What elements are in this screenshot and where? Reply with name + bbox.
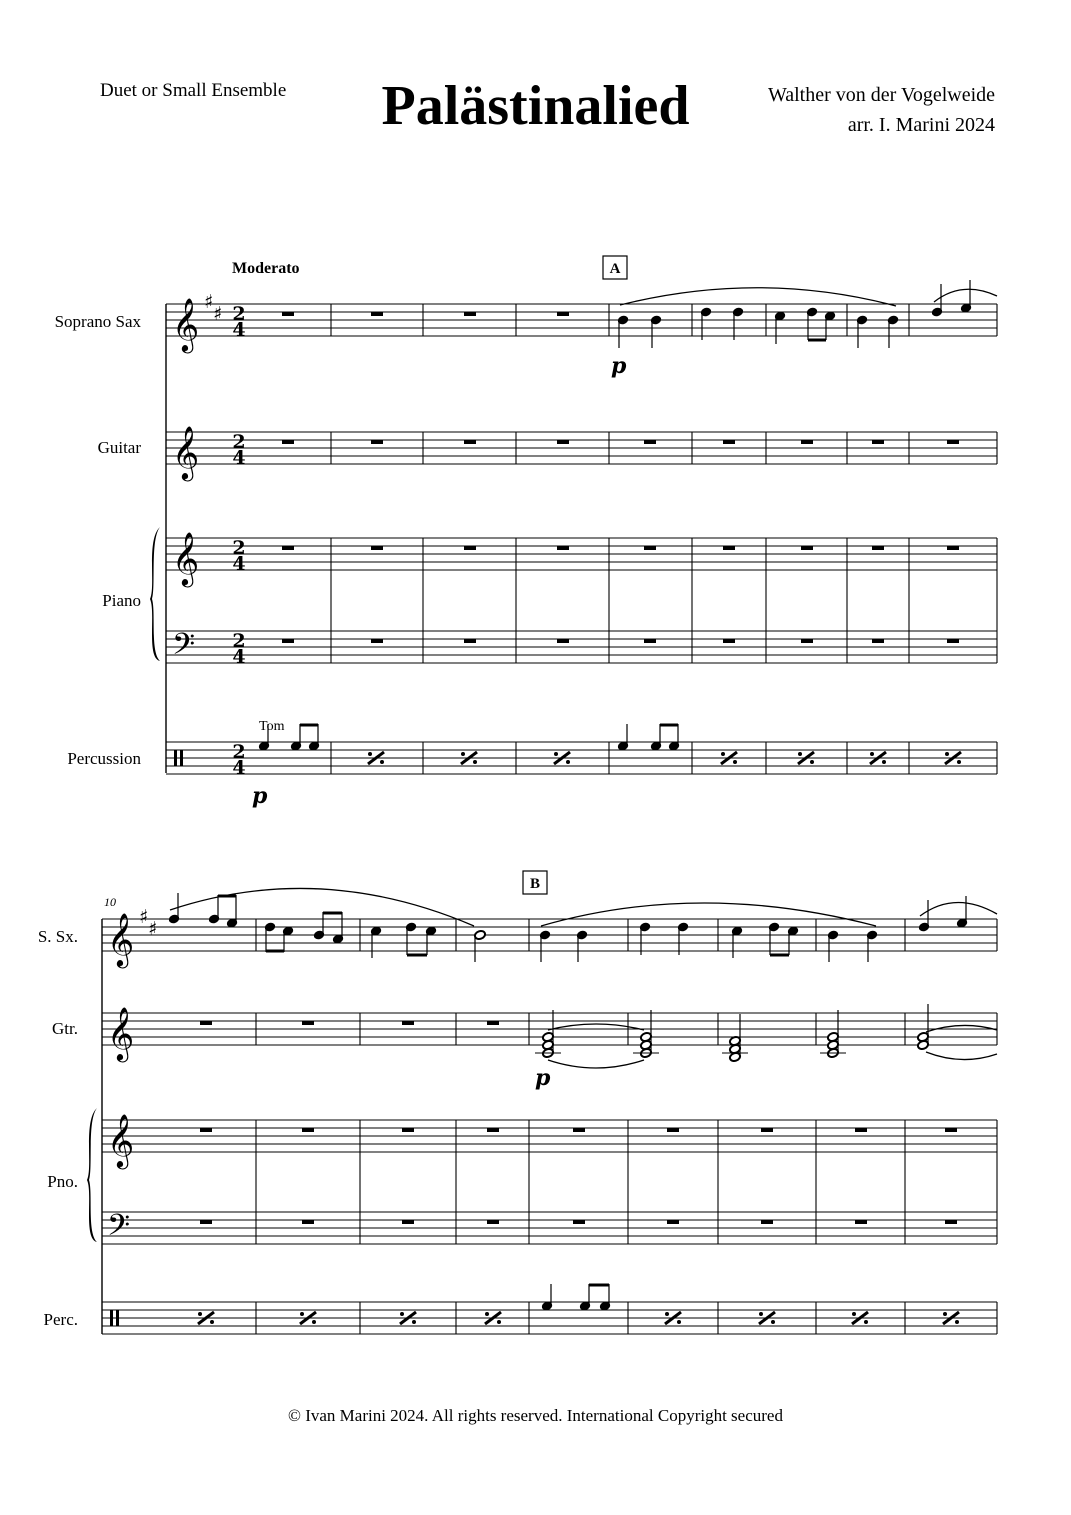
svg-text:4: 4 (232, 319, 246, 341)
svg-text:2: 2 (232, 303, 246, 325)
svg-text:4: 4 (232, 757, 246, 779)
system-2 (38, 871, 997, 1334)
instrument-name-percussion-short: Perc. (43, 1310, 78, 1329)
piano-brace (150, 527, 160, 661)
percussion-notes (258, 724, 679, 751)
instrument-name-soprano-sax: Soprano Sax (54, 312, 141, 331)
svg-text:B: B (529, 876, 541, 892)
treble-clef-icon: 𝄞 (107, 1006, 135, 1060)
treble-clef-icon: 𝄞 (172, 297, 200, 351)
copyright-footer: © Ivan Marini 2024. All rights reserved. International Copyright secured (288, 1406, 783, 1425)
score-title: Palästinalied (381, 75, 690, 137)
sharp-icon: ♯ (148, 918, 158, 940)
rehearsal-mark-b (523, 871, 547, 894)
bass-clef-icon: 𝄢 (172, 628, 196, 669)
piano-brace (87, 1108, 97, 1242)
system-1 (55, 256, 997, 809)
treble-clef-icon: 𝄞 (172, 531, 200, 585)
treble-clef-icon: 𝄞 (172, 425, 200, 479)
instrument-name-piano: Piano (102, 591, 141, 610)
instrument-name-guitar-short: Gtr. (52, 1019, 78, 1038)
rehearsal-mark-a (603, 256, 627, 279)
composer: Walther von der Vogelweide (767, 84, 995, 106)
time-signature (232, 303, 245, 779)
arranger: arr. I. Marini 2024 (847, 114, 995, 136)
percussion-instrument-label: Tom (259, 719, 285, 734)
dynamic-piano: p (535, 1065, 551, 1091)
svg-text:2: 2 (232, 431, 246, 453)
measure-number: 10 (104, 895, 116, 909)
whole-rests (200, 1021, 957, 1224)
treble-clef-icon: 𝄞 (107, 1113, 135, 1167)
svg-text:2: 2 (232, 741, 246, 763)
instrument-name-piano-short: Pno. (47, 1172, 78, 1191)
instrument-name-soprano-sax-short: S. Sx. (37, 927, 78, 946)
tempo-marking: Moderato (232, 260, 300, 277)
svg-text:4: 4 (232, 646, 246, 668)
svg-text:2: 2 (232, 537, 246, 559)
percussion-notes (541, 1284, 610, 1311)
sharp-icon: ♯ (139, 906, 149, 928)
guitar-chords (535, 1004, 997, 1068)
sharp-icon: ♯ (213, 303, 223, 325)
treble-clef-icon: 𝄞 (107, 912, 135, 966)
bass-clef-icon: 𝄢 (107, 1209, 131, 1250)
soprano-sax-notes (617, 280, 997, 348)
sharp-icon: ♯ (204, 291, 214, 313)
score-subtitle: Duet or Small Ensemble (100, 80, 287, 101)
svg-text:4: 4 (232, 447, 246, 469)
svg-text:A: A (609, 261, 621, 277)
svg-text:4: 4 (232, 553, 246, 575)
dynamic-piano: p (252, 783, 268, 809)
svg-text:2: 2 (232, 630, 246, 652)
instrument-name-guitar: Guitar (97, 438, 141, 457)
dynamic-piano: p (611, 353, 627, 379)
instrument-name-percussion: Percussion (67, 749, 141, 768)
